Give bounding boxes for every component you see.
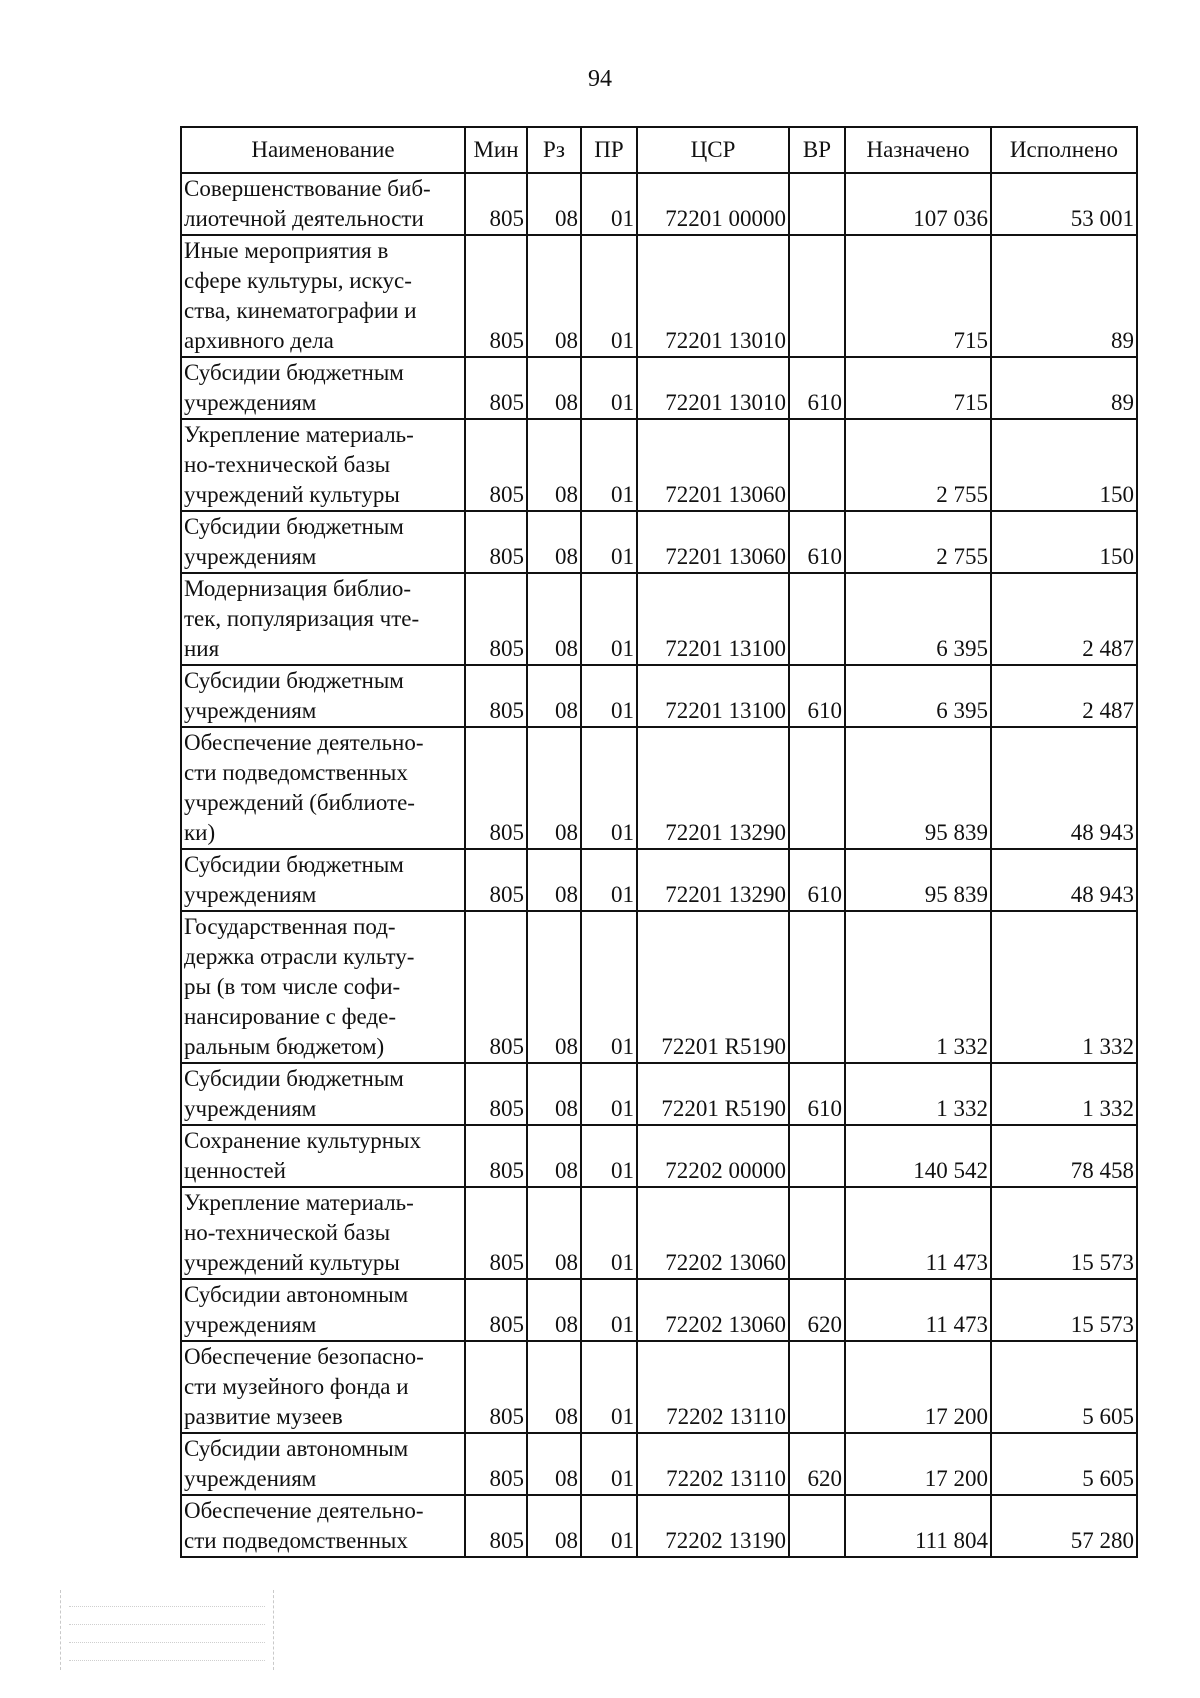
cell-vr (789, 727, 845, 849)
cell-executed: 89 (991, 357, 1137, 419)
cell-executed: 15 573 (991, 1187, 1137, 1279)
cell-assigned: 6 395 (845, 573, 991, 665)
cell-executed: 5 605 (991, 1341, 1137, 1433)
cell-pr: 01 (581, 727, 637, 849)
cell-assigned: 715 (845, 357, 991, 419)
table-row (181, 1341, 1137, 1433)
cell-name: Субсидии автономным учреждениям (181, 1279, 465, 1341)
cell-min: 805 (465, 1433, 527, 1495)
cell-vr: 610 (789, 665, 845, 727)
cell-name: Модернизация библио- тек, популяризация чте- ния (181, 573, 465, 665)
cell-name: Совершенствование биб- лиотечной деятельности (181, 173, 465, 235)
cell-rz: 08 (527, 849, 581, 911)
cell-vr (789, 419, 845, 511)
cell-rz: 08 (527, 357, 581, 419)
cell-assigned: 715 (845, 235, 991, 357)
faded-stamp (60, 1590, 274, 1670)
cell-assigned: 11 473 (845, 1187, 991, 1279)
cell-assigned: 140 542 (845, 1125, 991, 1187)
cell-min: 805 (465, 573, 527, 665)
cell-name: Субсидии бюджетным учреждениям (181, 665, 465, 727)
cell-csr: 72201 R5190 (637, 911, 789, 1063)
cell-vr: 620 (789, 1433, 845, 1495)
table-row (181, 419, 1137, 511)
cell-name: Субсидии бюджетным учреждениям (181, 1063, 465, 1125)
cell-min: 805 (465, 727, 527, 849)
cell-vr: 620 (789, 1279, 845, 1341)
cell-pr: 01 (581, 1341, 637, 1433)
table-row (181, 1433, 1137, 1495)
table-row (181, 573, 1137, 665)
cell-vr (789, 1341, 845, 1433)
cell-min: 805 (465, 173, 527, 235)
cell-assigned: 95 839 (845, 727, 991, 849)
cell-executed: 150 (991, 419, 1137, 511)
table-row (181, 849, 1137, 911)
cell-csr: 72201 13100 (637, 573, 789, 665)
cell-assigned: 2 755 (845, 419, 991, 511)
table-row (181, 1279, 1137, 1341)
cell-csr: 72201 13010 (637, 235, 789, 357)
cell-pr: 01 (581, 419, 637, 511)
cell-min: 805 (465, 511, 527, 573)
cell-pr: 01 (581, 1063, 637, 1125)
cell-min: 805 (465, 1341, 527, 1433)
cell-pr: 01 (581, 511, 637, 573)
cell-vr (789, 573, 845, 665)
table-row (181, 235, 1137, 357)
cell-pr: 01 (581, 911, 637, 1063)
cell-vr: 610 (789, 511, 845, 573)
cell-name: Субсидии бюджетным учреждениям (181, 511, 465, 573)
cell-min: 805 (465, 849, 527, 911)
cell-csr: 72201 13060 (637, 419, 789, 511)
cell-rz: 08 (527, 1187, 581, 1279)
cell-rz: 08 (527, 419, 581, 511)
cell-rz: 08 (527, 911, 581, 1063)
cell-csr: 72202 13060 (637, 1187, 789, 1279)
cell-pr: 01 (581, 1187, 637, 1279)
cell-assigned: 1 332 (845, 911, 991, 1063)
cell-name: Субсидии бюджетным учреждениям (181, 357, 465, 419)
table-body (181, 173, 1137, 1557)
table-row (181, 727, 1137, 849)
cell-assigned: 111 804 (845, 1495, 991, 1557)
cell-executed: 2 487 (991, 665, 1137, 727)
header-name: Наименование (181, 127, 465, 173)
cell-vr (789, 1125, 845, 1187)
cell-rz: 08 (527, 235, 581, 357)
cell-min: 805 (465, 1063, 527, 1125)
table-row (181, 911, 1137, 1063)
cell-pr: 01 (581, 1495, 637, 1557)
cell-vr (789, 911, 845, 1063)
cell-csr: 72201 13290 (637, 727, 789, 849)
header-executed: Исполнено (991, 127, 1137, 173)
cell-min: 805 (465, 911, 527, 1063)
table-row (181, 173, 1137, 235)
header-rz: Рз (527, 127, 581, 173)
cell-assigned: 6 395 (845, 665, 991, 727)
page-number: 94 (588, 66, 612, 92)
cell-min: 805 (465, 1279, 527, 1341)
table-row (181, 1125, 1137, 1187)
cell-min: 805 (465, 235, 527, 357)
cell-name: Сохранение культурных ценностей (181, 1125, 465, 1187)
cell-executed: 5 605 (991, 1433, 1137, 1495)
cell-pr: 01 (581, 1279, 637, 1341)
cell-name: Укрепление материаль- но-технической базы учреждений культуры (181, 1187, 465, 1279)
cell-assigned: 11 473 (845, 1279, 991, 1341)
cell-csr: 72202 13110 (637, 1433, 789, 1495)
cell-pr: 01 (581, 173, 637, 235)
cell-executed: 2 487 (991, 573, 1137, 665)
cell-csr: 72201 13010 (637, 357, 789, 419)
cell-pr: 01 (581, 1125, 637, 1187)
cell-name: Государственная под- держка отрасли культу- ры (в том числе софи- нансирование с феде- ральным бюджетом) (181, 911, 465, 1063)
cell-executed: 48 943 (991, 727, 1137, 849)
table-row (181, 357, 1137, 419)
cell-rz: 08 (527, 173, 581, 235)
cell-csr: 72201 13100 (637, 665, 789, 727)
table-header-row (181, 127, 1137, 173)
cell-rz: 08 (527, 1495, 581, 1557)
header-csr: ЦСР (637, 127, 789, 173)
cell-pr: 01 (581, 665, 637, 727)
cell-vr (789, 235, 845, 357)
cell-min: 805 (465, 1125, 527, 1187)
cell-executed: 48 943 (991, 849, 1137, 911)
cell-rz: 08 (527, 1125, 581, 1187)
cell-executed: 53 001 (991, 173, 1137, 235)
cell-name: Субсидии автономным учреждениям (181, 1433, 465, 1495)
cell-vr: 610 (789, 849, 845, 911)
budget-table (180, 126, 1138, 1558)
table-row (181, 511, 1137, 573)
cell-assigned: 1 332 (845, 1063, 991, 1125)
header-vr: ВР (789, 127, 845, 173)
cell-name: Иные мероприятия в сфере культуры, искус- ства, кинематографии и архивного дела (181, 235, 465, 357)
cell-name: Обеспечение деятельно- сти подведомственных (181, 1495, 465, 1557)
cell-min: 805 (465, 1187, 527, 1279)
cell-assigned: 2 755 (845, 511, 991, 573)
cell-vr: 610 (789, 1063, 845, 1125)
cell-executed: 1 332 (991, 1063, 1137, 1125)
cell-vr (789, 173, 845, 235)
cell-rz: 08 (527, 665, 581, 727)
cell-executed: 57 280 (991, 1495, 1137, 1557)
cell-csr: 72201 13060 (637, 511, 789, 573)
cell-min: 805 (465, 357, 527, 419)
cell-csr: 72202 13190 (637, 1495, 789, 1557)
cell-min: 805 (465, 1495, 527, 1557)
cell-name: Укрепление материаль- но-технической базы учреждений культуры (181, 419, 465, 511)
cell-min: 805 (465, 665, 527, 727)
cell-vr: 610 (789, 357, 845, 419)
cell-rz: 08 (527, 1063, 581, 1125)
cell-pr: 01 (581, 1433, 637, 1495)
cell-assigned: 17 200 (845, 1341, 991, 1433)
cell-vr (789, 1495, 845, 1557)
cell-name: Обеспечение безопасно- сти музейного фонда и развитие музеев (181, 1341, 465, 1433)
cell-rz: 08 (527, 1433, 581, 1495)
cell-csr: 72202 13060 (637, 1279, 789, 1341)
cell-rz: 08 (527, 511, 581, 573)
cell-csr: 72201 R5190 (637, 1063, 789, 1125)
cell-rz: 08 (527, 1279, 581, 1341)
cell-executed: 89 (991, 235, 1137, 357)
cell-name: Субсидии бюджетным учреждениям (181, 849, 465, 911)
cell-name: Обеспечение деятельно- сти подведомственных учреждений (библиоте- ки) (181, 727, 465, 849)
table-row (181, 1063, 1137, 1125)
table-row (181, 1187, 1137, 1279)
header-assigned: Назначено (845, 127, 991, 173)
cell-executed: 1 332 (991, 911, 1137, 1063)
cell-rz: 08 (527, 573, 581, 665)
cell-csr: 72202 13110 (637, 1341, 789, 1433)
header-pr: ПР (581, 127, 637, 173)
cell-min: 805 (465, 419, 527, 511)
header-min: Мин (465, 127, 527, 173)
cell-csr: 72201 13290 (637, 849, 789, 911)
cell-csr: 72201 00000 (637, 173, 789, 235)
cell-assigned: 17 200 (845, 1433, 991, 1495)
cell-executed: 78 458 (991, 1125, 1137, 1187)
cell-pr: 01 (581, 573, 637, 665)
cell-rz: 08 (527, 1341, 581, 1433)
cell-rz: 08 (527, 727, 581, 849)
cell-vr (789, 1187, 845, 1279)
cell-executed: 15 573 (991, 1279, 1137, 1341)
cell-pr: 01 (581, 235, 637, 357)
cell-csr: 72202 00000 (637, 1125, 789, 1187)
table-row (181, 1495, 1137, 1557)
cell-executed: 150 (991, 511, 1137, 573)
cell-assigned: 107 036 (845, 173, 991, 235)
cell-pr: 01 (581, 357, 637, 419)
cell-pr: 01 (581, 849, 637, 911)
cell-assigned: 95 839 (845, 849, 991, 911)
table-row (181, 665, 1137, 727)
